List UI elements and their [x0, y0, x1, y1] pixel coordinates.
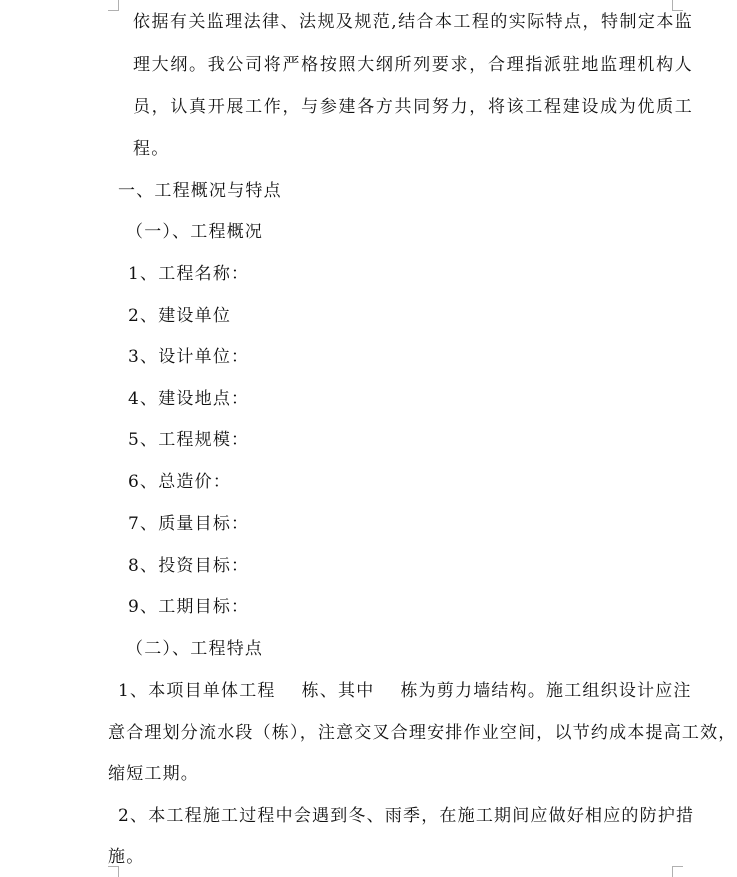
section-heading-overview-features: 一、工程概况与特点: [118, 181, 282, 201]
feature-1-line-1: [118, 679, 692, 703]
feature-1-line-2: 意合理划分流水段（栋），注意交叉合理安排作业空间，以节约成本提高工效，: [108, 723, 737, 743]
overview-item-investment-target: 8、投资目标：: [128, 556, 250, 576]
overview-item-construction-unit: 2、建设单位: [128, 306, 232, 326]
intro-line-1: 依据有关监理法律、法规及规范,结合本工程的实际特点，特制定本监: [133, 12, 693, 32]
feature-2-line-1: 2、本工程施工过程中会遇到冬、雨季，在施工期间应做好相应的防护措: [118, 806, 695, 826]
feature-1-line-3: 缩短工期。: [108, 764, 199, 784]
feature-1-text-c: 栋为剪力墙结构。施工组织设计应注: [400, 681, 692, 701]
intro-line-4: 程。: [133, 139, 170, 159]
subsection-heading-overview: （一）、工程概况: [126, 222, 264, 242]
feature-1-text-a: 1、本项目单体工程: [118, 681, 276, 701]
overview-item-design-unit: 3、设计单位：: [128, 347, 250, 367]
overview-item-location: 4、建设地点：: [128, 389, 250, 409]
feature-2-line-2: 施。: [108, 847, 145, 867]
overview-item-schedule-target: 9、工期目标：: [128, 597, 250, 617]
overview-item-scale: 5、工程规模：: [128, 430, 250, 450]
subsection-heading-features: （二）、工程特点: [126, 639, 264, 659]
intro-line-2: 理大纲。我公司将严格按照大纲所列要求，合理指派驻地监理机构人: [133, 55, 693, 75]
overview-item-quality-target: 7、质量目标：: [128, 514, 250, 534]
page-corner-mark-top-left: [108, 0, 119, 11]
overview-item-project-name: 1、工程名称：: [128, 264, 250, 284]
overview-item-total-cost: 6、总造价：: [128, 472, 232, 492]
feature-1-text-b: 栋、其中: [301, 681, 375, 701]
page-corner-mark-bottom-right: [672, 866, 683, 877]
intro-line-3: 员，认真开展工作，与参建各方共同努力，将该工程建设成为优质工: [133, 97, 693, 117]
